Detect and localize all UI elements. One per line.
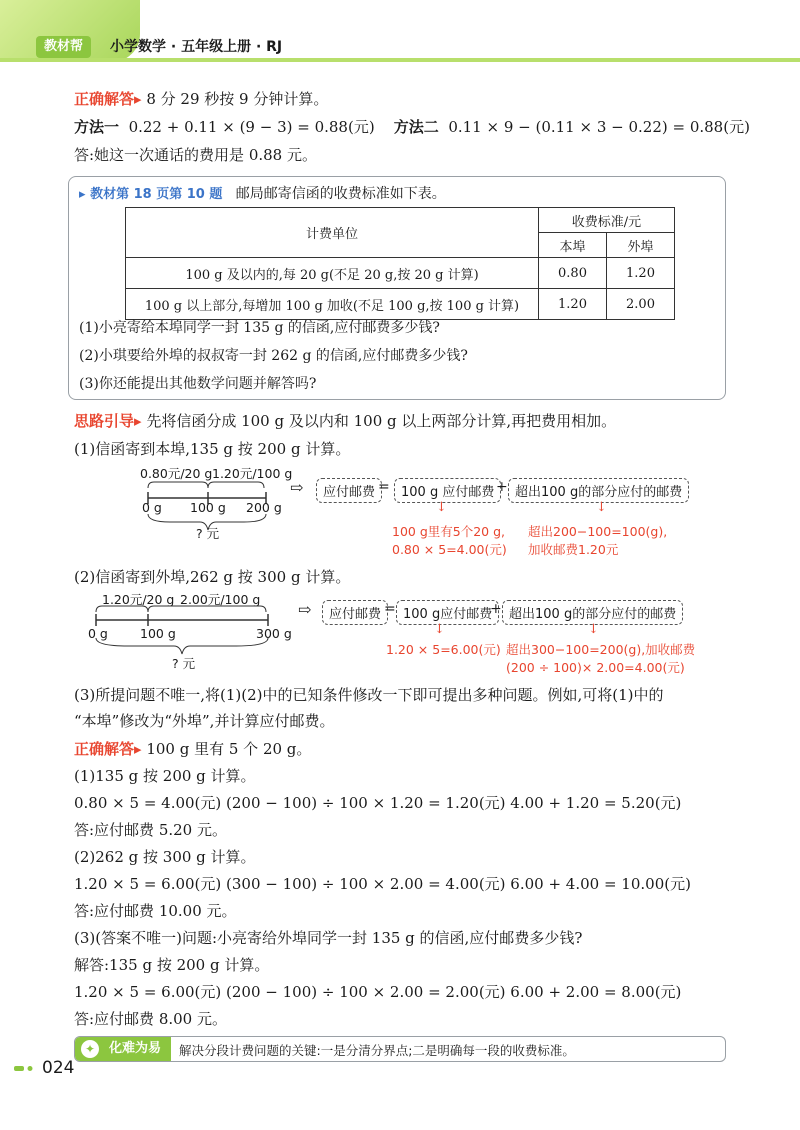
guide-part2-title: (2)信函寄到外埠,262 g 按 300 g 计算。 bbox=[74, 568, 351, 586]
guide-label: 思路引导 bbox=[74, 412, 135, 430]
d2-arrow-icon: ⇨ bbox=[298, 600, 312, 619]
d2-box-total: 应付邮费 bbox=[322, 600, 388, 625]
intro-answer-line: 正确解答▸ 8 分 29 秒按 9 分钟计算。 bbox=[74, 90, 329, 108]
guide-part3-line1: (3)所提问题不唯一,将(1)(2)中的已知条件修改一下即可提出多种问题。例如,可将(1)中的 bbox=[74, 686, 664, 704]
d1-tick2-label: 200 g bbox=[246, 500, 282, 515]
lightbulb-icon: ✦ bbox=[81, 1040, 99, 1058]
d2-plus: + bbox=[490, 601, 502, 617]
method1-label: 方法一 bbox=[74, 118, 120, 136]
guide-part3-line2: “本埠”修改为“外埠”,并计算应付邮费。 bbox=[74, 712, 335, 730]
d1-box-part1: 100 g 应付邮费 bbox=[394, 478, 501, 503]
col-remote-header: 外埠 bbox=[606, 233, 674, 258]
row-local: 0.80 bbox=[539, 258, 607, 289]
question-1: (1)小亮寄给本埠同学一封 135 g 的信函,应付邮费多少钱? bbox=[79, 320, 440, 336]
solution-line: 解答:135 g 按 200 g 计算。 bbox=[74, 956, 270, 974]
d1-equals: = bbox=[378, 479, 390, 495]
col-standard-header: 收费标准/元 bbox=[539, 208, 675, 233]
d2-total-label: ? 元 bbox=[172, 656, 196, 671]
d2-brace-bottom bbox=[96, 638, 268, 654]
guide-text: 先将信函分成 100 g 及以内和 100 g 以上两部分计算,再把费用相加。 bbox=[146, 412, 617, 430]
d1-total-label: ? 元 bbox=[196, 526, 220, 541]
problem-tag-text: 教材第 18 页第 10 题 bbox=[90, 187, 223, 202]
intro-answer-text: 8 分 29 秒按 9 分钟计算。 bbox=[146, 90, 329, 108]
d2-box-part2: 超出100 g的部分应付的邮费 bbox=[502, 600, 683, 625]
d1-box-total: 应付邮费 bbox=[316, 478, 382, 503]
d1-note2-b: 加收邮费1.20元 bbox=[528, 542, 619, 557]
d1-brace-top-2 bbox=[208, 482, 264, 488]
diagram-1 bbox=[140, 464, 760, 564]
method1-expr: 0.22 + 0.11 × (9 − 3) = 0.88(元) bbox=[128, 118, 375, 136]
d1-box-part2: 超出100 g的部分应付的邮费 bbox=[508, 478, 689, 503]
d1-tick1-label: 100 g bbox=[190, 500, 226, 515]
d2-tick1-label: 100 g bbox=[140, 626, 176, 641]
d1-rate1: 0.80元/20 g bbox=[140, 466, 213, 481]
d1-plus: + bbox=[496, 479, 508, 495]
d2-tick0-label: 0 g bbox=[88, 626, 108, 641]
intro-methods-line bbox=[74, 116, 750, 137]
d2-equals: = bbox=[384, 601, 396, 617]
d2-note2-b: (200 ÷ 100)× 2.00=4.00(元) bbox=[506, 660, 685, 675]
table-row bbox=[126, 289, 675, 320]
solution-label: 正确解答 bbox=[74, 740, 135, 758]
tip-text: 解决分段计费问题的关键:一是分清分界点;二是明确每一段的收费标准。 bbox=[179, 1043, 575, 1058]
intro-answer-label: 正确解答 bbox=[74, 90, 135, 108]
d1-brace-top-1 bbox=[148, 482, 208, 488]
header-title: 小学数学 · 五年级上册 · RJ bbox=[110, 39, 283, 55]
d1-rate2: 1.20元/100 g bbox=[212, 466, 293, 481]
d2-note2-a: 超出300−100=200(g),加收邮费 bbox=[506, 642, 696, 657]
d1-down-arrow-1: ↓ bbox=[436, 500, 447, 515]
col-unit-header: 计费单位 bbox=[126, 208, 539, 258]
row-unit: 100 g 及以内的,每 20 g(不足 20 g,按 20 g 计算) bbox=[126, 258, 539, 289]
d2-brace-top-2 bbox=[148, 606, 266, 612]
header-divider bbox=[0, 58, 800, 62]
solution-line: (2)262 g 按 300 g 计算。 bbox=[74, 848, 256, 866]
row-local: 1.20 bbox=[539, 289, 607, 320]
question-2: (2)小琪要给外埠的叔叔寄一封 262 g 的信函,应付邮费多少钱? bbox=[79, 348, 468, 364]
d1-note1-a: 100 g里有5个20 g, bbox=[392, 524, 506, 539]
solution-line: (3)(答案不唯一)问题:小亮寄给外埠同学一封 135 g 的信函,应付邮费多少钱? bbox=[74, 929, 583, 947]
row-remote: 2.00 bbox=[606, 289, 674, 320]
row-remote: 1.20 bbox=[606, 258, 674, 289]
table-row bbox=[126, 258, 675, 289]
d1-arrow-icon: ⇨ bbox=[290, 478, 304, 497]
problem-stem: 邮局邮寄信函的收费标准如下表。 bbox=[235, 186, 446, 202]
d2-down-arrow-1: ↓ bbox=[434, 622, 445, 637]
problem-box bbox=[68, 176, 726, 400]
page-number: 024 bbox=[42, 1058, 75, 1078]
solution-line: (1)135 g 按 200 g 计算。 bbox=[74, 767, 256, 785]
guide-part1-title: (1)信函寄到本埠,135 g 按 200 g 计算。 bbox=[74, 440, 351, 458]
d2-note1: 1.20 × 5=6.00(元) bbox=[386, 642, 501, 657]
d1-note2-a: 超出200−100=100(g), bbox=[528, 524, 668, 539]
rate-table bbox=[125, 207, 675, 320]
diagram-2 bbox=[88, 590, 748, 676]
solution-lead-line: 正确解答▸ 100 g 里有 5 个 20 g。 bbox=[74, 740, 312, 758]
d1-down-arrow-2: ↓ bbox=[596, 500, 607, 515]
d1-note1-b: 0.80 × 5=4.00(元) bbox=[392, 542, 507, 557]
question-3: (3)你还能提出其他数学问题并解答吗? bbox=[79, 376, 317, 392]
tip-label-text: 化难为易 bbox=[109, 1041, 162, 1056]
solution-line: 0.80 × 5 = 4.00(元) (200 − 100) ÷ 100 × 1.20 = 1.20(元) 4.00 + 1.20 = 5.20(元) bbox=[74, 794, 682, 812]
d2-brace-top-1 bbox=[96, 606, 148, 612]
d2-rate1: 1.20元/20 g bbox=[102, 592, 175, 607]
method2-label: 方法二 bbox=[393, 118, 439, 136]
row-unit: 100 g 以上部分,每增加 100 g 加收(不足 100 g,按 100 g 计算) bbox=[126, 289, 539, 320]
solution-line: 答:应付邮费 5.20 元。 bbox=[74, 821, 227, 839]
method2-expr: 0.11 × 9 − (0.11 × 3 − 0.22) = 0.88(元) bbox=[448, 118, 750, 136]
col-local-header: 本埠 bbox=[539, 233, 607, 258]
d2-rate2: 2.00元/100 g bbox=[180, 592, 261, 607]
solution-lead: 100 g 里有 5 个 20 g。 bbox=[146, 740, 312, 758]
d2-down-arrow-2: ↓ bbox=[588, 622, 599, 637]
solution-line: 答:应付邮费 10.00 元。 bbox=[74, 902, 237, 920]
problem-header bbox=[79, 183, 446, 203]
solution-line: 1.20 × 5 = 6.00(元) (300 − 100) ÷ 100 × 2.00 = 4.00(元) 6.00 + 4.00 = 10.00(元) bbox=[74, 875, 691, 893]
d1-tick0-label: 0 g bbox=[142, 500, 162, 515]
solution-line: 1.20 × 5 = 6.00(元) (200 − 100) ÷ 100 × 2.00 = 2.00(元) 6.00 + 2.00 = 8.00(元) bbox=[74, 983, 682, 1001]
intro-conclusion: 答:她这一次通话的费用是 0.88 元。 bbox=[74, 146, 317, 164]
tip-label bbox=[75, 1037, 171, 1061]
d2-tick2-label: 300 g bbox=[256, 626, 292, 641]
guide-line: 思路引导▸ 先将信函分成 100 g 及以内和 100 g 以上两部分计算,再把费用相加。 bbox=[74, 412, 617, 430]
page-dots-icon bbox=[14, 1066, 36, 1071]
solution-line: 答:应付邮费 8.00 元。 bbox=[74, 1010, 227, 1028]
d2-box-part1: 100 g应付邮费 bbox=[396, 600, 499, 625]
problem-tag: ▸ 教材第 18 页第 10 题 bbox=[79, 187, 223, 202]
header-logo: 教材帮 bbox=[36, 36, 91, 58]
tip-bar bbox=[74, 1036, 726, 1062]
